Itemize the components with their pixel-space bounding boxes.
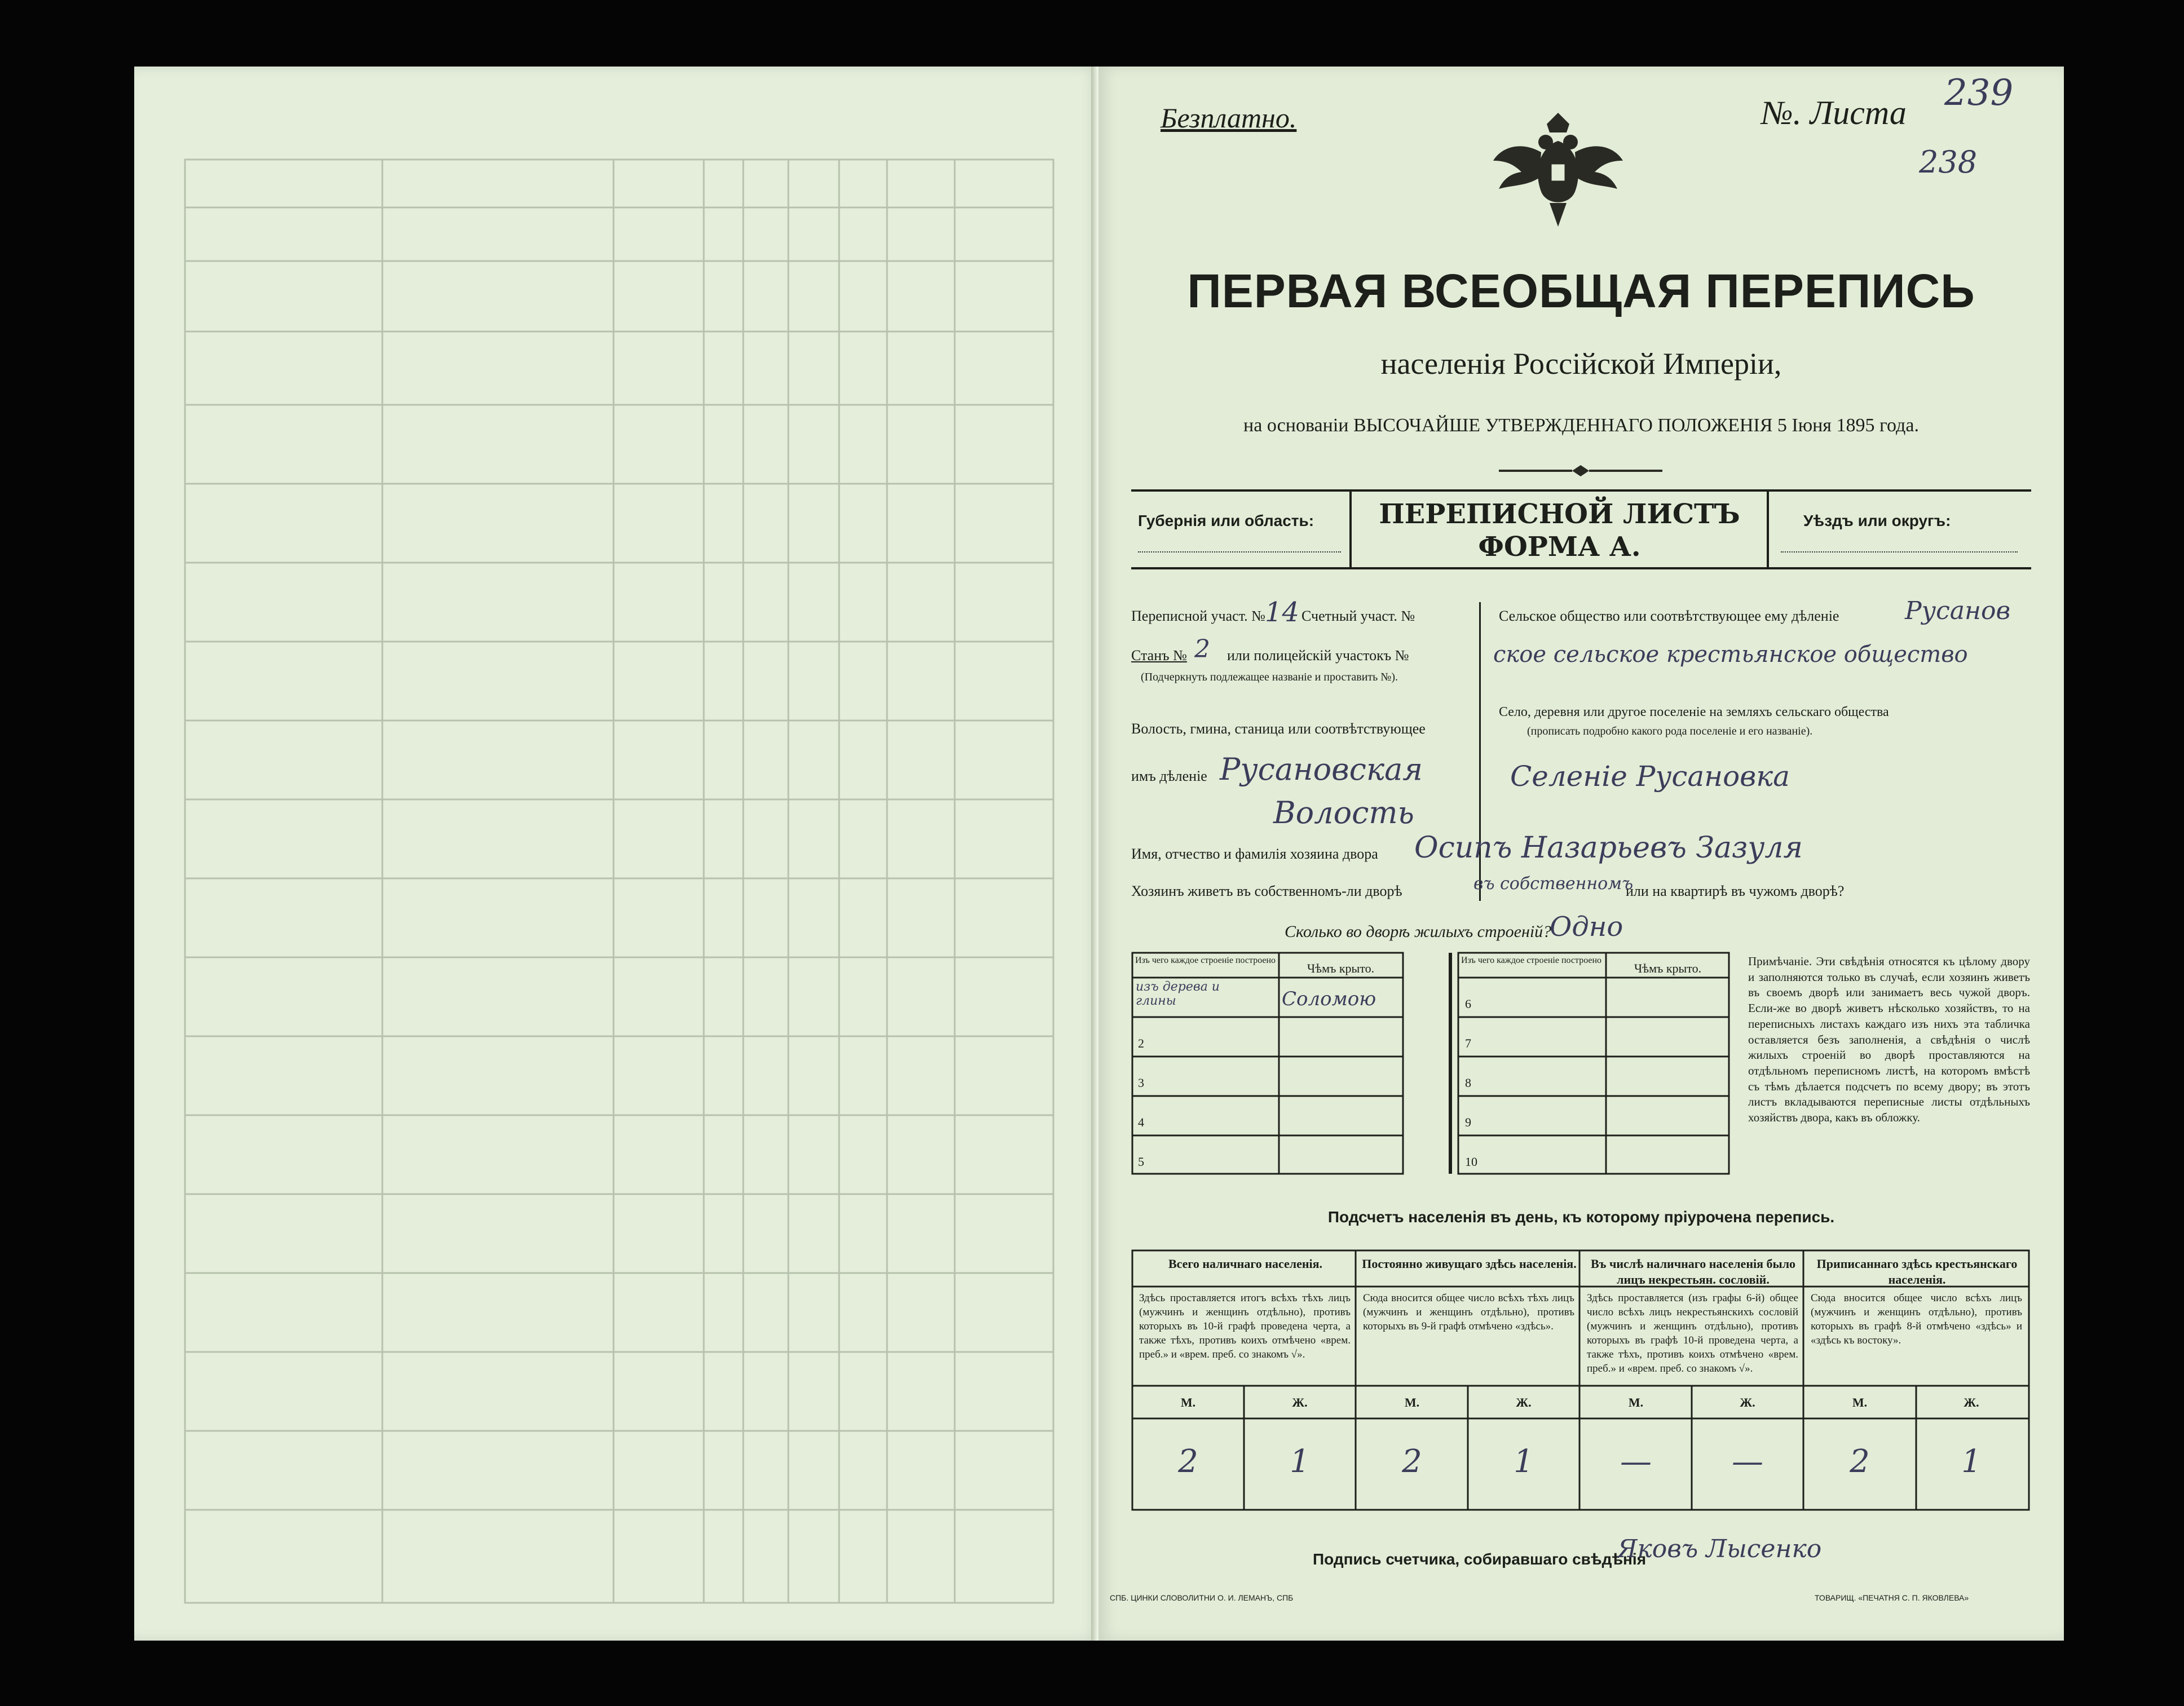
form-label: ФОРМА А. [1478, 531, 1641, 563]
volost-value: Русановская [1220, 752, 1423, 787]
left-page [134, 67, 1100, 1641]
imperial-eagle-emblem [1488, 107, 1629, 231]
census-basis: на основаніи ВЫСОЧАЙШЕ УТВЕРЖДЕННАГО ПОЛОЖЕНІЯ 5 Іюня 1895 года. [1243, 415, 1919, 436]
population-heading: Подсчетъ населенія въ день, къ которому пріурочена перепись. [1327, 1208, 1835, 1226]
population-col-3-title: Въ числѣ наличнаго населенія было лицъ некрестьян. сословій. [1590, 1257, 1796, 1287]
counting-district-label: Счетный участ. № [1301, 608, 1415, 624]
population-col-1-m-value: 2 [1178, 1443, 1198, 1480]
residence-value: въ собственномъ [1473, 874, 1634, 894]
free-label: Безплатно. [1161, 102, 1297, 134]
county-field [1781, 551, 2018, 553]
village-value: Селеніе Русановка [1510, 760, 1790, 793]
population-col-2-f-value: 1 [1514, 1443, 1534, 1480]
population-col-4-desc: Сюда вносится общее число всѣхъ лицъ (мужчинъ и женщинъ отдѣльно), противъ которыхъ въ графѣ 8-й отмѣчено «здѣсь» и «здѣсь къ востоку». [1811, 1292, 2022, 1347]
province-label: Губернія или область: [1138, 512, 1314, 529]
census-form-page [1098, 67, 2064, 1641]
form-box-divider-right [1767, 489, 1769, 569]
volost-label: Волость, гмина, станица или соотвѣтствующее [1131, 721, 1426, 737]
county-label: Уѣздъ или округъ: [1803, 512, 1951, 529]
underline-note: (Подчеркнуть подлежащее названіе и проставить №). [1141, 671, 1398, 683]
building-row-3-number: 3 [1138, 1076, 1144, 1090]
buildings-col-roof: Чѣмъ крыто. [1307, 961, 1375, 975]
building-row-10-number: 10 [1465, 1155, 1477, 1169]
building-row-1-material: изъ дерева и глины [1136, 980, 1220, 1008]
population-col-3-f-value: — [1732, 1443, 1763, 1480]
police-district-label: или полицейскій участокъ № [1227, 647, 1409, 664]
population-col-1-m-label: М. [1180, 1395, 1196, 1409]
owner-value: Осипъ Назарьевъ Зазуля [1414, 831, 1803, 865]
building-row-7-number: 7 [1465, 1036, 1471, 1050]
society-label: Сельское общество или соотвѣтствующее ему дѣленіе [1499, 608, 1839, 624]
population-col-1-f-label: Ж. [1292, 1395, 1308, 1409]
buildings-label: Сколько во дворѣ жилыхъ строеній? [1285, 922, 1552, 941]
printer-mark-left: СПБ. ЦИНКИ СЛОВОЛИТНИ О. И. ЛЕМАНЪ, СПБ [1110, 1593, 1294, 1602]
sheet-number-corrected: 238 [1919, 144, 1978, 180]
village-label: Село, деревня или другое поселеніе на земляхъ сельскаго общества [1499, 705, 1889, 719]
residence-label-2: или на квартирѣ въ чужомъ дворѣ? [1626, 883, 1845, 899]
province-field [1138, 551, 1341, 553]
printer-mark-right: ТОВАРИЩ. «ПЕЧАТНЯ С. П. ЯКОВЛЕВА» [1815, 1593, 1969, 1602]
form-box-top [1131, 489, 2031, 492]
sheet-number-label: №. Листа [1761, 94, 1907, 131]
census-district-label: Переписной участ. № [1131, 608, 1265, 624]
buildings-col-material: Изъ чего каждое строеніе построено [1135, 956, 1276, 965]
building-row-9-number: 9 [1465, 1115, 1471, 1129]
form-box-bottom [1131, 567, 2031, 569]
population-col-4-m-value: 2 [1850, 1443, 1870, 1480]
residence-label: Хозяинъ живетъ въ собственномъ-ли дворѣ [1131, 883, 1402, 899]
building-row-5-number: 5 [1138, 1155, 1144, 1169]
counter-signature: Яковъ Лысенко [1617, 1535, 1822, 1563]
population-col-4-title: Приписаннаго здѣсь крестьянскаго населенія. [1816, 1257, 2018, 1287]
population-col-2-m-value: 2 [1402, 1443, 1422, 1480]
population-col-2-title: Постоянно живущаго здѣсь населенія. [1362, 1257, 1577, 1271]
population-col-1-f-value: 1 [1290, 1443, 1310, 1480]
building-row-4-number: 4 [1138, 1115, 1144, 1129]
population-col-4-f-label: Ж. [1964, 1395, 1979, 1409]
census-subtitle: населенія Россійской Имперіи, [1380, 347, 1782, 381]
volost-value-2: Волость [1273, 795, 1414, 830]
left-page-grid [134, 67, 1100, 1641]
population-col-3-desc: Здѣсь проставляется (изъ графы 6-й) общее число всѣхъ лицъ некрестьянскихъ сословій (мужчинъ и женщинъ отдѣльно), противъ которыхъ въ графѣ 10-й проведена черта, а также тѣхъ, противъ коихъ отмѣчено «врем. преб.» и «врем. преб. со знакомъ √». [1587, 1292, 1798, 1375]
population-col-2-f-label: Ж. [1516, 1395, 1532, 1409]
society-value-2: ское сельское крестьянское общество [1493, 642, 1968, 668]
population-col-4-m-label: М. [1852, 1395, 1868, 1409]
village-note: (прописать подробно какого рода поселеніе и его названіе). [1527, 725, 1813, 737]
population-col-3-m-value: — [1620, 1443, 1652, 1480]
ornament-divider [1493, 464, 1668, 478]
stan-label: Станъ № [1131, 647, 1187, 664]
population-col-2-m-label: М. [1404, 1395, 1420, 1409]
buildings-col-material-2: Изъ чего каждое строеніе построено [1461, 956, 1602, 965]
population-col-1-title: Всего наличнаго населенія. [1168, 1257, 1323, 1271]
building-row-6-number: 6 [1465, 997, 1471, 1011]
stan-value: 2 [1194, 635, 1210, 664]
sheet-number-handwritten: 239 [1944, 72, 2014, 114]
signature-label: Подпись счетчика, собиравшаго свѣдѣнія [1313, 1550, 1647, 1568]
building-row-2-number: 2 [1138, 1036, 1144, 1050]
population-col-1-desc: Здѣсь проставляется итогъ всѣхъ тѣхъ лицъ (мужчинъ и женщинъ отдѣльно), противъ которыхъ въ 10-й графѣ проведена черта, а также тѣхъ, противъ коихъ отмѣчено «врем. преб.» и «врем. преб. со знакомъ √». [1139, 1292, 1351, 1361]
form-box-divider-left [1349, 489, 1352, 569]
building-row-1-roof: Соломою [1282, 988, 1376, 1010]
building-row-8-number: 8 [1465, 1076, 1471, 1090]
society-value: Русанов [1905, 596, 2011, 625]
population-col-3-f-label: Ж. [1740, 1395, 1755, 1409]
census-title: ПЕРВАЯ ВСЕОБЩАЯ ПЕРЕПИСЬ [1187, 264, 1975, 317]
owner-label: Имя, отчество и фамилія хозяина двора [1131, 846, 1378, 862]
census-district-value: 14 [1265, 596, 1300, 628]
volost-label-2: имъ дѣленіе [1131, 768, 1207, 784]
buildings-col-roof-2: Чѣмъ крыто. [1634, 961, 1702, 975]
population-col-2-desc: Сюда вносится общее число всѣхъ тѣхъ лицъ (мужчинъ и женщинъ отдѣльно), противъ которыхъ въ 9-й графѣ отмѣчено «здѣсь». [1363, 1292, 1574, 1333]
sheet-title: ПЕРЕПИСНОЙ ЛИСТЪ [1379, 498, 1740, 530]
population-col-3-m-label: М. [1628, 1395, 1644, 1409]
buildings-note: Примѣчаніе. Эти свѣдѣнія относятся къ цѣлому двору и заполняются только въ случаѣ, если хозяинъ живетъ въ своемъ дворѣ или занимаетъ весь чужой дворъ. Если-же во дворѣ живетъ нѣсколько хозяйствъ, то на переписныхъ листахъ каждаго изъ нихъ эта табличка оставляется безъ заполненія, а свѣдѣнія о числѣ жилыхъ строеній во дворѣ проставляются на отдѣльномъ переписномъ листѣ, на которомъ вмѣстѣ съ тѣмъ дѣлается подсчетъ по всему двору; въ этотъ листъ вкладываются переписные листы отдѣльныхъ хозяйствъ двора, какъ въ обложку. [1748, 954, 2030, 1125]
buildings-value: Одно [1550, 911, 1623, 943]
population-col-4-f-value: 1 [1961, 1443, 1982, 1480]
